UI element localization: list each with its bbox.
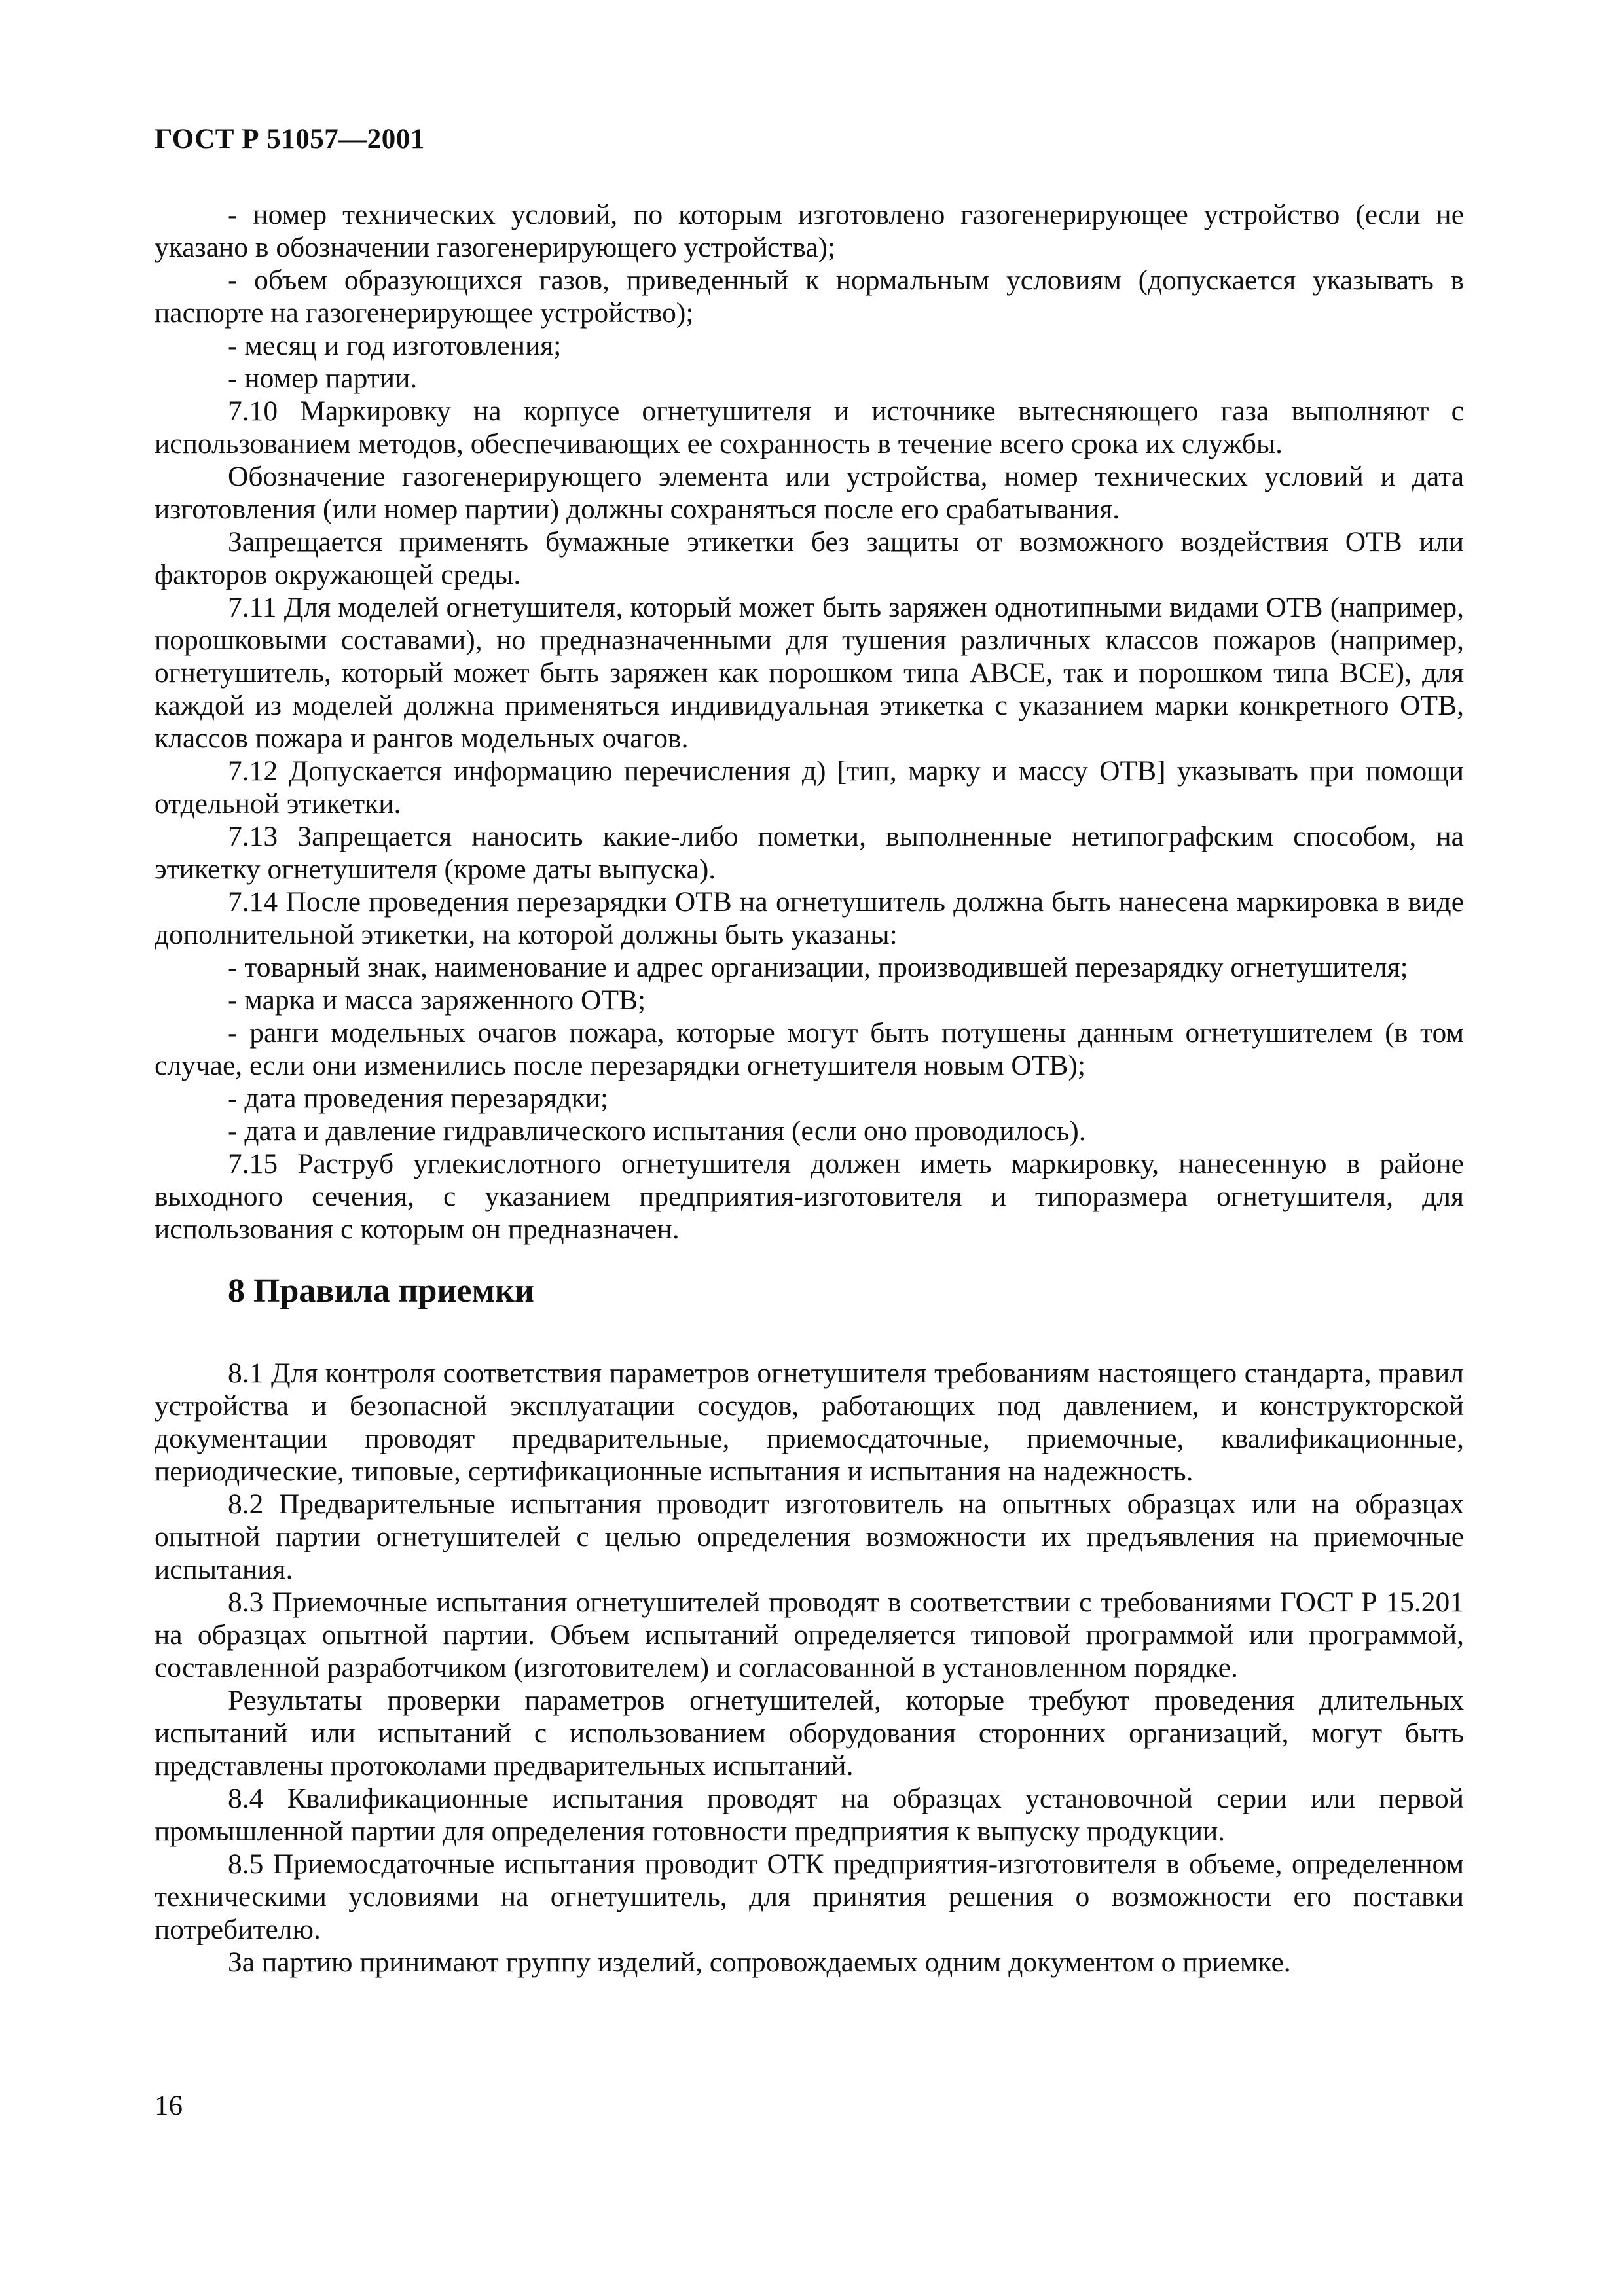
paragraph: 8.1 Для контроля соответствия параметров огнетушителя требованиям настоящего стандарта, правил устройства и безопасной эксплуатации сосудов, работающих под давлением, и конструкторской документации проводят предварительные, приемосдаточные, приемочные, квалификационные, периодические, типовые, сертификационные испытания и испытания на надежность. (155, 1357, 1464, 1487)
paragraph: 7.11 Для моделей огнетушителя, который может быть заряжен однотипными видами ОТВ (например, порошковыми составами), но предназначенными для тушения различных классов пожаров (например, огнетушитель, который может быть заряжен как порошком типа АВСЕ, так и порошком типа ВСЕ), для каждой из моделей должна применяться индивидуальная этикетка с указанием марки конкретного ОТВ, классов пожара и рангов модельных очагов. (155, 592, 1464, 754)
paragraph: 8.4 Квалификационные испытания проводят на образцах установочной серии или первой промышленной партии для определения готовности предприятия к выпуску продукции. (155, 1783, 1464, 1847)
paragraph: - дата проведения перезарядки; (228, 1083, 609, 1114)
paragraph: 7.12 Допускается информацию перечисления д) [тип, марку и массу ОТВ] указывать при помощи отдельной этикетки. (155, 755, 1464, 819)
paragraph: Результаты проверки параметров огнетушителей, которые требуют проведения длительных испытаний или испытаний с использованием оборудования сторонних организаций, могут быть представлены протоколами предварительных испытаний. (155, 1685, 1464, 1782)
paragraph: Обозначение газогенерирующего элемента или устройства, номер технических условий и дата изготовления (или номер партии) должны сохраняться после его срабатывания. (155, 461, 1464, 525)
paragraph: - объем образующихся газов, приведенный к нормальным условиям (допускается указывать в паспорте на газогенерирующее устройство); (155, 264, 1464, 329)
paragraph: Запрещается применять бумажные этикетки без защиты от возможного воздействия ОТВ или факторов окружающей среды. (155, 526, 1464, 590)
paragraph: - месяц и год изготовления; (228, 330, 562, 361)
paragraph: За партию принимают группу изделий, сопровождаемых одним документом о приемке. (228, 1946, 1291, 1978)
paragraph: 7.10 Маркировку на корпусе огнетушителя и источнике вытесняющего газа выполняют с использованием методов, обеспечивающих ее сохранность в течение всего срока их службы. (155, 395, 1464, 459)
paragraph: - товарный знак, наименование и адрес организации, производившей перезарядку огнетушителя; (228, 952, 1408, 983)
section-heading: 8 Правила приемки (228, 1272, 534, 1310)
paragraph: 7.14 После проведения перезарядки ОТВ на огнетушитель должна быть нанесена маркировка в виде дополнительной этикетки, на которой должны быть указаны: (155, 886, 1464, 950)
paragraph: - дата и давление гидравлического испытания (если оно проводилось). (228, 1115, 1086, 1147)
paragraph: - марка и масса заряженного ОТВ; (228, 984, 646, 1016)
paragraph: - ранги модельных очагов пожара, которые могут быть потушены данным огнетушителем (в том случае, если они изменились после перезарядки огнетушителя новым ОТВ); (155, 1017, 1464, 1081)
paragraph: 8.3 Приемочные испытания огнетушителей проводят в соответствии с требованиями ГОСТ Р 15.201 на образцах опытной партии. Объем испытаний определяется типовой программой или программой, составленной разработчиком (изготовителем) и согласованной в установленном порядке. (155, 1587, 1464, 1683)
paragraph: - номер технических условий, по которым изготовлено газогенерирующее устройство (если не указано в обозначении газогенерирующего устройства); (155, 199, 1464, 263)
page-number: 16 (155, 2090, 183, 2121)
paragraph: 7.13 Запрещается наносить какие-либо пометки, выполненные нетипографским способом, на этикетку огнетушителя (кроме даты выпуска). (155, 821, 1464, 885)
page-header-standard-code: ГОСТ Р 51057—2001 (155, 124, 425, 154)
paragraph: - номер партии. (228, 363, 418, 394)
paragraph: 8.2 Предварительные испытания проводит изготовитель на опытных образцах или на образцах опытной партии огнетушителей с целью определения возможности их предъявления на приемочные испытания. (155, 1488, 1464, 1585)
paragraph: 8.5 Приемосдаточные испытания проводит ОТК предприятия-изготовителя в объеме, определенном техническими условиями на огнетушитель, для принятия решения о возможности его поставки потребителю. (155, 1848, 1464, 1945)
paragraph: 7.15 Раструб углекислотного огнетушителя должен иметь маркировку, нанесенную в районе выходного сечения, с указанием предприятия-изготовителя и типоразмера огнетушителя, для использования с которым он предназначен. (155, 1148, 1464, 1245)
document-body (155, 198, 1464, 1979)
